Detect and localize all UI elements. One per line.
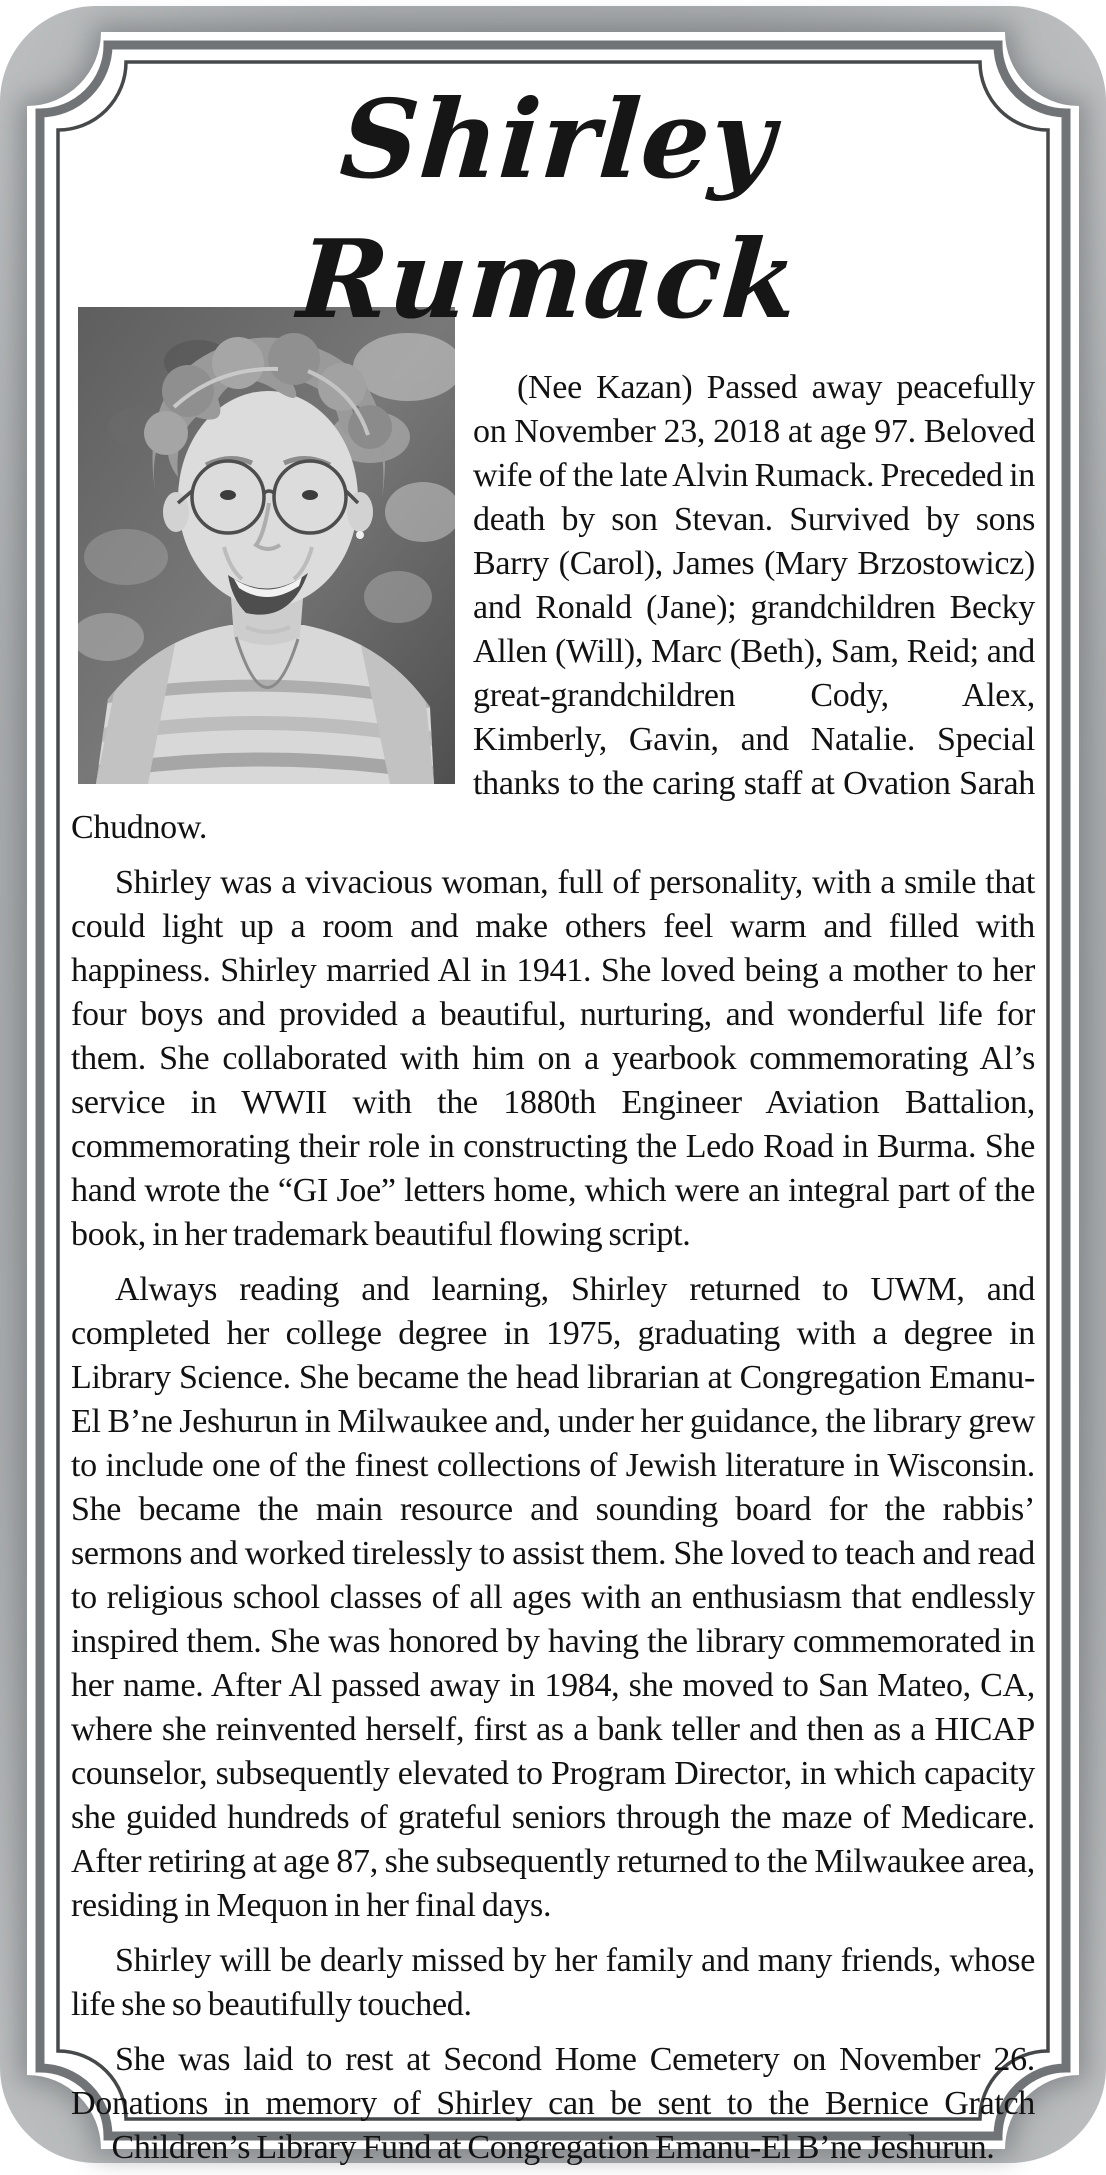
portrait-photo-image [78, 307, 455, 784]
earring [356, 531, 364, 539]
obituary-paragraph-burial-donations: She was laid to rest at Second Home Cemetery on November 26. Donations in memory of Shirley can be sent to the Bernice Gratch Children’s Library Fund at Congregation Emanu-El B’ne Jeshurun. [71, 2041, 1035, 2166]
obituary-paragraph-career: Always reading and learning, Shirley returned to UWM, and completed her college degree in 1975, graduating with a degree in Library Science. She became the head librarian at Congregation Emanu-El B’ne Jeshurun in Milwaukee and, under her guidance, the library grew to include one of the finest collections of Jewish literature in Wisconsin. She became the main resource and sounding board for the rabbis’ sermons and worked tirelessly to assist them. She loved to teach and read to religious school classes of all ages with an enthusiasm that endlessly inspired them. She was honored by having the library commemorated in her name. After Al passed away in 1984, she moved to San Mateo, CA, where she reinvented herself, first as a bank teller and then as a HICAP counselor, subsequently elevated to Program Director, in which capacity she guided hundreds of grateful seniors through the maze of Medicare. After retiring at age 87, she subsequently returned to the Milwaukee area, residing in Mequon in her final days. [71, 1271, 1035, 1924]
obituary-paragraph-life: Shirley was a vivacious woman, full of personality, with a smile that could light up a room and make others feel warm and filled with happiness. Shirley married Al in 1941. She loved being a mother to her four boys and provided a beautiful, nurturing, and wonderful life for them. She collaborated with him on a yearbook commemorating Al’s service in WWII with the 1880th Engineer Aviation Battalion, commemorating their role in constructing the Ledo Road in Burma. She hand wrote the “GI Joe” letters home, which were an integral part of the book, in her trademark beautiful flowing script. [71, 864, 1035, 1253]
page-title: Shirley Rumack [294, 77, 803, 343]
obituary-paragraph-family: (Nee Kazan) Passed away peacefully on November 23, 2018 at age 97. Beloved wife of the late Alvin Rumack. Preceded in death by son Stevan. Survived by sons Barry (Carol), James (Mary Brzostowicz) and Ronald (Jane); grandchildren Becky Allen (Will), Marc (Beth), Sam, Reid; and great-grandchildren Cody, Alex, Kimberly, Gavin, and Natalie. Special thanks to the caring staff at Ovation Sarah Chudnow. [71, 369, 1035, 846]
portrait-photo [78, 307, 455, 784]
obituary-content [59, 64, 1047, 2166]
obituary-paragraph-missed: Shirley will be dearly missed by her family and many friends, whose life she so beautifully touched. [71, 1942, 1035, 2023]
obituary-text [71, 366, 1035, 2170]
